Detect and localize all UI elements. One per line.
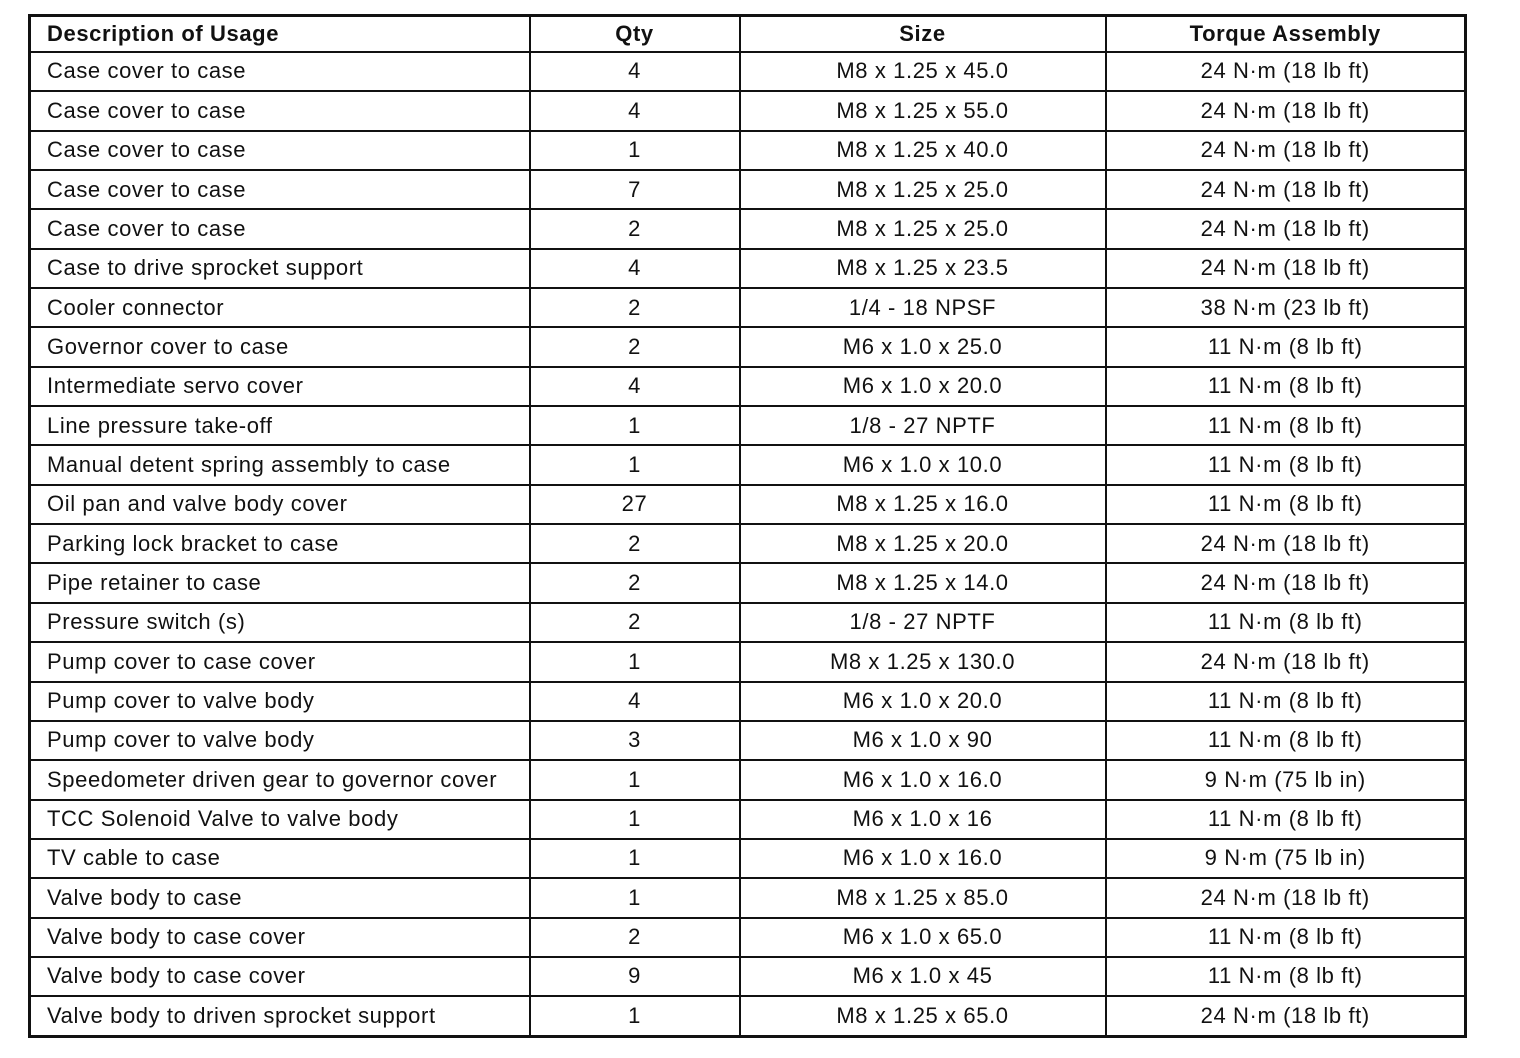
cell-qty: 2 — [530, 327, 740, 366]
cell-qty: 1 — [530, 642, 740, 681]
cell-qty: 2 — [530, 563, 740, 602]
table-row — [30, 682, 1466, 721]
cell-description: Valve body to case cover — [30, 918, 530, 957]
column-header-qty: Qty — [530, 16, 740, 53]
cell-torque: 11 N·m (8 lb ft) — [1106, 406, 1466, 445]
cell-description: Pressure switch (s) — [30, 603, 530, 642]
cell-description: Intermediate servo cover — [30, 367, 530, 406]
table-row — [30, 485, 1466, 524]
table-row — [30, 445, 1466, 484]
cell-torque: 24 N·m (18 lb ft) — [1106, 996, 1466, 1036]
cell-qty: 9 — [530, 957, 740, 996]
cell-torque: 11 N·m (8 lb ft) — [1106, 721, 1466, 760]
cell-size: M6 x 1.0 x 16.0 — [740, 839, 1106, 878]
table-row — [30, 367, 1466, 406]
cell-description: TCC Solenoid Valve to valve body — [30, 800, 530, 839]
table-row — [30, 209, 1466, 248]
cell-description: Cooler connector — [30, 288, 530, 327]
table-row — [30, 957, 1466, 996]
table-row — [30, 91, 1466, 130]
cell-size: M8 x 1.25 x 25.0 — [740, 209, 1106, 248]
column-header-size: Size — [740, 16, 1106, 53]
cell-description: Valve body to case — [30, 878, 530, 917]
cell-torque: 24 N·m (18 lb ft) — [1106, 209, 1466, 248]
cell-size: M6 x 1.0 x 20.0 — [740, 367, 1106, 406]
column-header-torque: Torque Assembly — [1106, 16, 1466, 53]
cell-size: M8 x 1.25 x 25.0 — [740, 170, 1106, 209]
cell-size: M8 x 1.25 x 85.0 — [740, 878, 1106, 917]
cell-qty: 1 — [530, 445, 740, 484]
cell-size: M8 x 1.25 x 130.0 — [740, 642, 1106, 681]
cell-torque: 11 N·m (8 lb ft) — [1106, 367, 1466, 406]
table-row — [30, 918, 1466, 957]
cell-qty: 27 — [530, 485, 740, 524]
cell-description: Parking lock bracket to case — [30, 524, 530, 563]
cell-torque: 11 N·m (8 lb ft) — [1106, 485, 1466, 524]
cell-torque: 24 N·m (18 lb ft) — [1106, 131, 1466, 170]
cell-qty: 1 — [530, 839, 740, 878]
cell-torque: 24 N·m (18 lb ft) — [1106, 249, 1466, 288]
cell-description: Governor cover to case — [30, 327, 530, 366]
cell-torque: 11 N·m (8 lb ft) — [1106, 682, 1466, 721]
table-row — [30, 406, 1466, 445]
cell-qty: 4 — [530, 682, 740, 721]
cell-description: Valve body to case cover — [30, 957, 530, 996]
cell-qty: 3 — [530, 721, 740, 760]
cell-torque: 24 N·m (18 lb ft) — [1106, 642, 1466, 681]
cell-size: M8 x 1.25 x 40.0 — [740, 131, 1106, 170]
cell-description: Case cover to case — [30, 91, 530, 130]
cell-description: Case to drive sprocket support — [30, 249, 530, 288]
column-header-description: Description of Usage — [30, 16, 530, 53]
cell-qty: 2 — [530, 209, 740, 248]
cell-description: Line pressure take-off — [30, 406, 530, 445]
cell-description: Speedometer driven gear to governor cover — [30, 760, 530, 799]
cell-qty: 2 — [530, 524, 740, 563]
cell-description: Manual detent spring assembly to case — [30, 445, 530, 484]
cell-description: Case cover to case — [30, 52, 530, 91]
cell-torque: 11 N·m (8 lb ft) — [1106, 603, 1466, 642]
cell-size: M8 x 1.25 x 55.0 — [740, 91, 1106, 130]
cell-description: Pipe retainer to case — [30, 563, 530, 602]
table-row — [30, 839, 1466, 878]
table-row — [30, 563, 1466, 602]
table-row — [30, 760, 1466, 799]
cell-qty: 2 — [530, 918, 740, 957]
table-row — [30, 170, 1466, 209]
cell-size: M8 x 1.25 x 14.0 — [740, 563, 1106, 602]
cell-torque: 24 N·m (18 lb ft) — [1106, 524, 1466, 563]
cell-size: M6 x 1.0 x 20.0 — [740, 682, 1106, 721]
cell-size: M6 x 1.0 x 25.0 — [740, 327, 1106, 366]
cell-qty: 1 — [530, 760, 740, 799]
cell-size: M6 x 1.0 x 16 — [740, 800, 1106, 839]
table-header-row — [30, 16, 1466, 53]
cell-torque: 9 N·m (75 lb in) — [1106, 839, 1466, 878]
cell-qty: 4 — [530, 52, 740, 91]
cell-size: M8 x 1.25 x 20.0 — [740, 524, 1106, 563]
fastener-torque-table — [28, 14, 1467, 1038]
cell-qty: 2 — [530, 603, 740, 642]
cell-qty: 1 — [530, 800, 740, 839]
cell-torque: 24 N·m (18 lb ft) — [1106, 91, 1466, 130]
table-row — [30, 131, 1466, 170]
cell-size: M6 x 1.0 x 45 — [740, 957, 1106, 996]
cell-size: M6 x 1.0 x 16.0 — [740, 760, 1106, 799]
table-row — [30, 327, 1466, 366]
cell-torque: 11 N·m (8 lb ft) — [1106, 327, 1466, 366]
cell-qty: 1 — [530, 878, 740, 917]
cell-description: Case cover to case — [30, 131, 530, 170]
cell-qty: 4 — [530, 367, 740, 406]
cell-qty: 1 — [530, 996, 740, 1036]
cell-torque: 24 N·m (18 lb ft) — [1106, 878, 1466, 917]
cell-qty: 7 — [530, 170, 740, 209]
cell-size: M8 x 1.25 x 45.0 — [740, 52, 1106, 91]
cell-qty: 1 — [530, 131, 740, 170]
fastener-torque-table-container — [28, 14, 1464, 1038]
cell-torque: 9 N·m (75 lb in) — [1106, 760, 1466, 799]
cell-qty: 1 — [530, 406, 740, 445]
cell-description: Case cover to case — [30, 209, 530, 248]
table-row — [30, 642, 1466, 681]
table-row — [30, 800, 1466, 839]
cell-torque: 24 N·m (18 lb ft) — [1106, 170, 1466, 209]
table-row — [30, 721, 1466, 760]
table-body — [30, 52, 1466, 1037]
cell-description: Oil pan and valve body cover — [30, 485, 530, 524]
table-row — [30, 524, 1466, 563]
cell-size: M6 x 1.0 x 10.0 — [740, 445, 1106, 484]
cell-size: M8 x 1.25 x 65.0 — [740, 996, 1106, 1036]
table-row — [30, 878, 1466, 917]
cell-size: 1/8 - 27 NPTF — [740, 603, 1106, 642]
table-row — [30, 603, 1466, 642]
cell-description: Valve body to driven sprocket support — [30, 996, 530, 1036]
cell-qty: 2 — [530, 288, 740, 327]
cell-size: 1/8 - 27 NPTF — [740, 406, 1106, 445]
table-row — [30, 52, 1466, 91]
table-row — [30, 249, 1466, 288]
cell-size: M8 x 1.25 x 23.5 — [740, 249, 1106, 288]
cell-torque: 24 N·m (18 lb ft) — [1106, 563, 1466, 602]
cell-description: Pump cover to valve body — [30, 682, 530, 721]
cell-description: Pump cover to valve body — [30, 721, 530, 760]
cell-size: 1/4 - 18 NPSF — [740, 288, 1106, 327]
cell-description: Case cover to case — [30, 170, 530, 209]
table-row — [30, 996, 1466, 1036]
table-row — [30, 288, 1466, 327]
cell-description: Pump cover to case cover — [30, 642, 530, 681]
cell-torque: 11 N·m (8 lb ft) — [1106, 800, 1466, 839]
cell-size: M6 x 1.0 x 65.0 — [740, 918, 1106, 957]
cell-torque: 11 N·m (8 lb ft) — [1106, 957, 1466, 996]
cell-torque: 11 N·m (8 lb ft) — [1106, 445, 1466, 484]
cell-torque: 38 N·m (23 lb ft) — [1106, 288, 1466, 327]
cell-torque: 24 N·m (18 lb ft) — [1106, 52, 1466, 91]
cell-description: TV cable to case — [30, 839, 530, 878]
cell-size: M6 x 1.0 x 90 — [740, 721, 1106, 760]
cell-size: M8 x 1.25 x 16.0 — [740, 485, 1106, 524]
cell-qty: 4 — [530, 249, 740, 288]
cell-qty: 4 — [530, 91, 740, 130]
cell-torque: 11 N·m (8 lb ft) — [1106, 918, 1466, 957]
